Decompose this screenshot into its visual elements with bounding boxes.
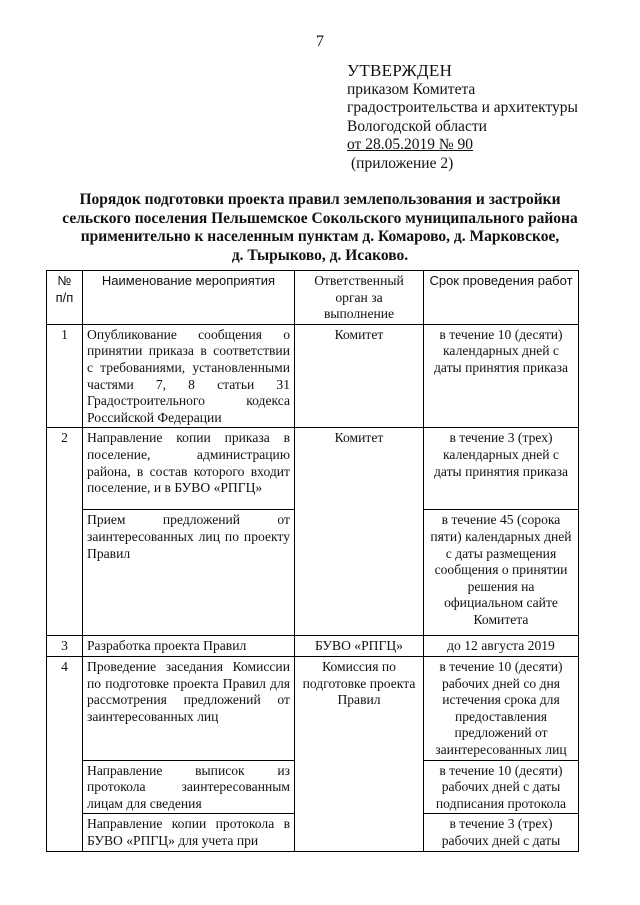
header-action: Наименование мероприятия	[83, 271, 295, 325]
table-row	[47, 656, 579, 760]
row-responsible: Комитет	[295, 428, 424, 636]
order-number-text: от 28.05.2019 № 90	[347, 136, 473, 153]
row-deadline: в течение 10 (десяти) рабочих дней с даты подписания протокола	[424, 760, 579, 814]
approval-line: градостроительства и архитектуры	[347, 99, 578, 116]
table-header-row	[47, 271, 579, 325]
row-deadline: в течение 10 (десяти) рабочих дней со дня истечения срока для предоставления предложений от заинтересованных лиц	[424, 656, 579, 760]
row-responsible: Комиссия по подготовке проекта Правил	[295, 656, 424, 851]
row-number: 3	[47, 636, 83, 657]
header-deadline: Срок проведения работ	[424, 271, 579, 325]
row-number: 1	[47, 324, 83, 428]
row-action: Направление выписок из протокола заинтересованным лицам для сведения	[83, 760, 295, 814]
row-deadline: до 12 августа 2019	[424, 636, 579, 657]
approval-line: приказом Комитета	[347, 80, 476, 98]
header-num: № п/п	[47, 271, 83, 325]
row-action: Опубликование сообщения о принятии приказа в соответствии с требованиями, установленными частями 7, 8 статьи 31 Градостроительного кодекса Российской Федерации	[83, 324, 295, 428]
title-line: д. Тырыково, д. Исаково.	[231, 246, 409, 264]
approval-line: Вологодской области	[347, 117, 487, 135]
approval-heading: УТВЕРЖДЕН	[347, 61, 453, 80]
title-line: Порядок подготовки проекта правил землепользования и застройки	[79, 191, 561, 208]
procedure-table	[46, 270, 579, 852]
page-number: 7	[316, 33, 324, 50]
row-deadline: в течение 45 (сорока пяти) календарных дней с даты размещения сообщения о принятии решения на официальном сайте Комитета	[424, 510, 579, 636]
appendix-label: (приложение 2)	[351, 154, 454, 172]
row-action: Направление копии протокола в БУВО «РПГЦ» для учета при	[83, 814, 295, 852]
title-line: применительно к населенным пунктам д. Комарово, д. Марковское,	[80, 228, 560, 245]
row-responsible: Комитет	[295, 324, 424, 428]
title-line: сельского поселения Пельшемское Сокольского муниципального района	[62, 209, 578, 227]
approval-stamp	[347, 62, 578, 173]
row-responsible: БУВО «РПГЦ»	[295, 636, 424, 657]
table-row	[47, 324, 579, 428]
row-deadline: в течение 10 (десяти) календарных дней с даты принятия приказа	[424, 324, 579, 428]
table-row	[47, 636, 579, 657]
order-number-line	[347, 136, 578, 155]
document-title	[40, 191, 600, 265]
row-deadline: в течение 3 (трех) календарных дней с даты принятия приказа	[424, 428, 579, 510]
row-action: Проведение заседания Комиссии по подготовке проекта Правил для рассмотрения предложений от заинтересованных лиц	[83, 656, 295, 760]
row-deadline: в течение 3 (трех) рабочих дней с даты	[424, 814, 579, 852]
row-number: 4	[47, 656, 83, 851]
row-action: Прием предложений от заинтересованных лиц по проекту Правил	[83, 510, 295, 636]
row-action: Разработка проекта Правил	[83, 636, 295, 657]
row-number: 2	[47, 428, 83, 636]
header-responsible: Ответственный орган за выполнение	[295, 271, 424, 325]
table-row	[47, 428, 579, 510]
row-action: Направление копии приказа в поселение, администрацию района, в состав которого входит поселение, и в БУВО «РПГЦ»	[83, 428, 295, 510]
